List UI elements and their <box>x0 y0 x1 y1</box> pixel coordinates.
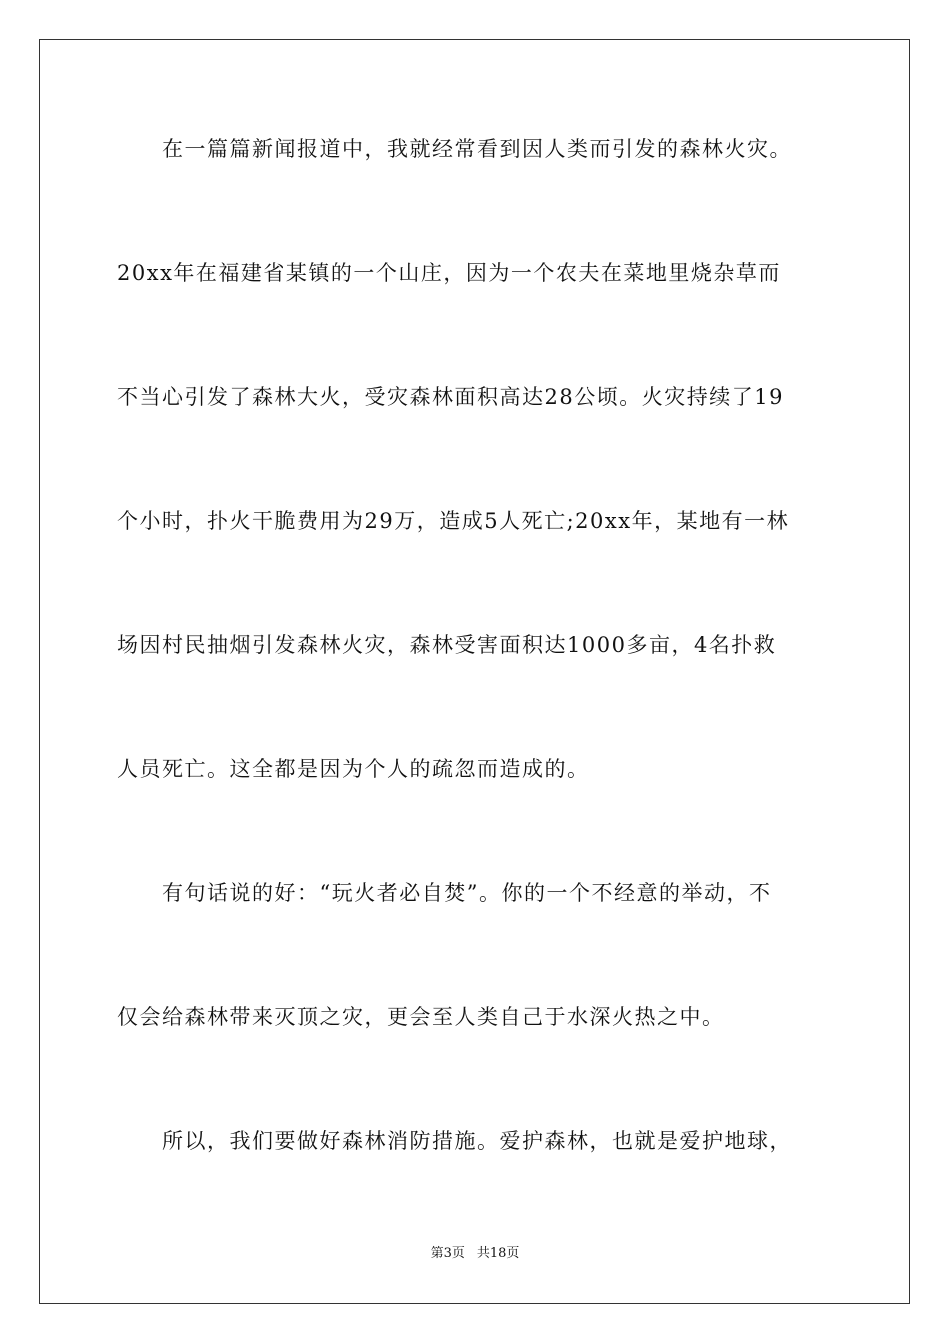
page-border <box>39 39 910 1304</box>
text-line: 仅会给森林带来灭顶之灾，更会至人类自己于水深火热之中。 <box>117 1005 725 1029</box>
text-line: 个小时，扑火干脆费用为29万，造成5人死亡;20xx年，某地有一林 <box>117 509 790 533</box>
page-number: 第3页 <box>430 1246 465 1261</box>
text-line: 不当心引发了森林大火，受灾森林面积高达28公顷。火灾持续了19 <box>117 385 784 409</box>
text-line: 20xx年在福建省某镇的一个山庄，因为一个农夫在菜地里烧杂草而 <box>117 261 781 285</box>
text-line: 在一篇篇新闻报道中，我就经常看到因人类而引发的森林火灾。 <box>117 137 792 161</box>
page-footer <box>0 1246 950 1262</box>
page-total: 共18页 <box>476 1246 520 1261</box>
text-line: 所以，我们要做好森林消防措施。爱护森林，也就是爱护地球， <box>117 1129 792 1153</box>
text-line: 有句话说的好：“玩火者必自焚”。你的一个不经意的举动，不 <box>117 881 772 905</box>
text-line: 人员死亡。这全都是因为个人的疏忽而造成的。 <box>117 757 590 781</box>
text-line: 场因村民抽烟引发森林火灾，森林受害面积达1000多亩，4名扑救 <box>117 633 777 657</box>
